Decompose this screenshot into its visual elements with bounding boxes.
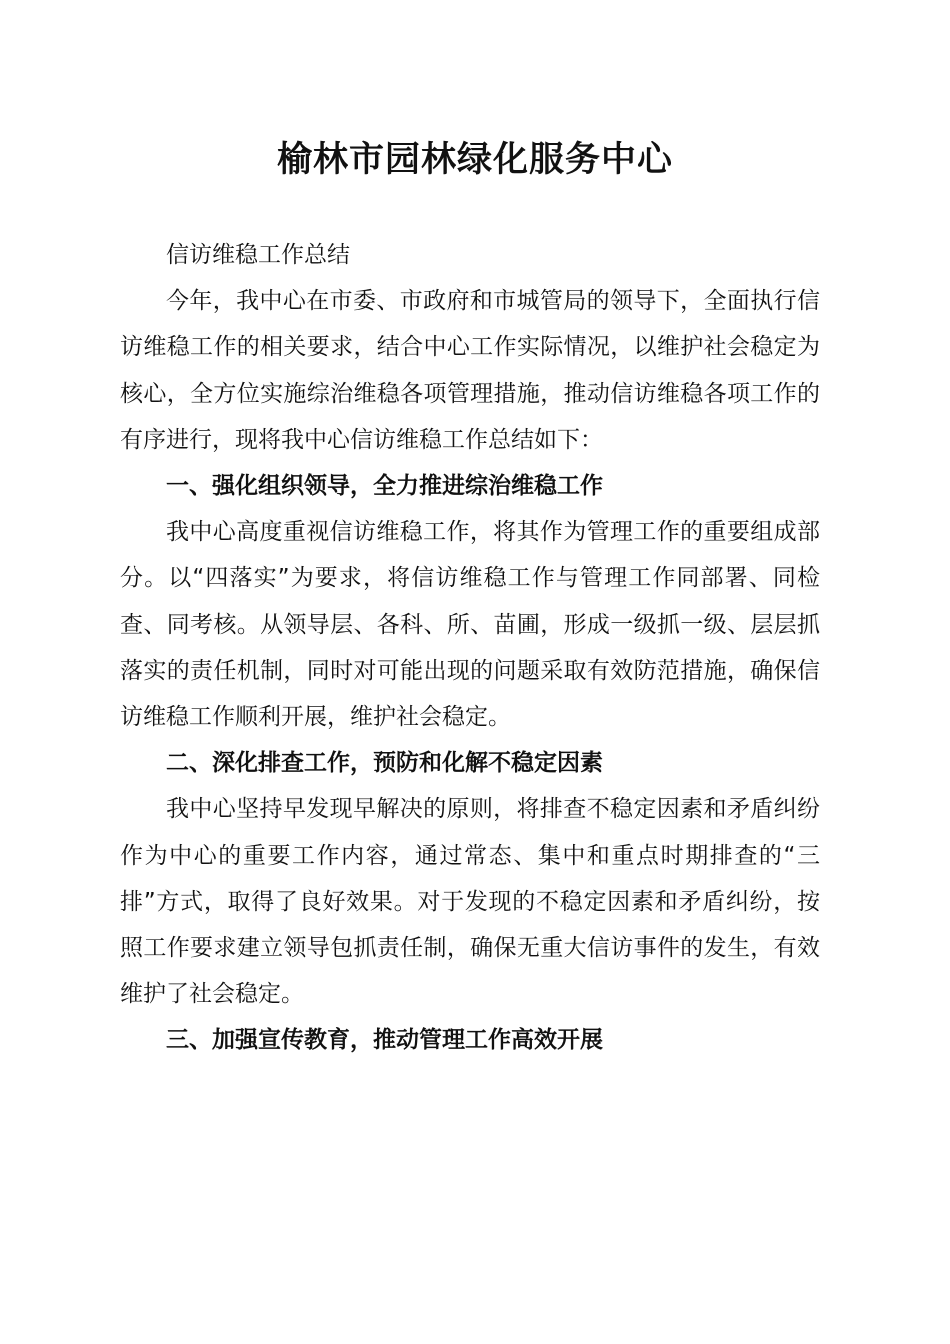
document-subtitle: 信访维稳工作总结 <box>166 242 350 268</box>
section-paragraph: 我中心坚持早发现早解决的原则，将排查不稳定因素和矛盾纠纷作为中心的重要工作内容，通过常态、集中和重点时期排查的“三排”方式，取得了良好效果。对于发现的不稳定因素和矛盾纠纷，按照工作要求建立领导包抓责任制，确保无重大信访事件的发生，有效维护了社会稳定。 <box>120 796 820 1008</box>
document-title: 榆林市园林绿化服务中心 <box>276 139 673 180</box>
section-heading: 一、强化组织领导，全力推进综治维稳工作 <box>166 473 603 500</box>
section-heading: 三、加强宣传教育，推动管理工作高效开展 <box>166 1027 603 1054</box>
section-heading: 二、深化排查工作，预防和化解不稳定因素 <box>166 750 603 777</box>
intro-paragraph: 今年，我中心在市委、市政府和市城管局的领导下，全面执行信访维稳工作的相关要求，结合中心工作实际情况，以维护社会稳定为核心，全方位实施综治维稳各项管理措施，推动信访维稳各项工作的有序进行，现将我中心信访维稳工作总结如下： <box>120 288 820 453</box>
document-body <box>120 232 820 1064</box>
section-paragraph: 我中心高度重视信访维稳工作，将其作为管理工作的重要组成部分。以“四落实”为要求，将信访维稳工作与管理工作同部署、同检查、同考核。从领导层、各科、所、苗圃，形成一级抓一级、层层抓落实的责任机制，同时对可能出现的问题采取有效防范措施，确保信访维稳工作顺利开展，维护社会稳定。 <box>120 519 820 731</box>
